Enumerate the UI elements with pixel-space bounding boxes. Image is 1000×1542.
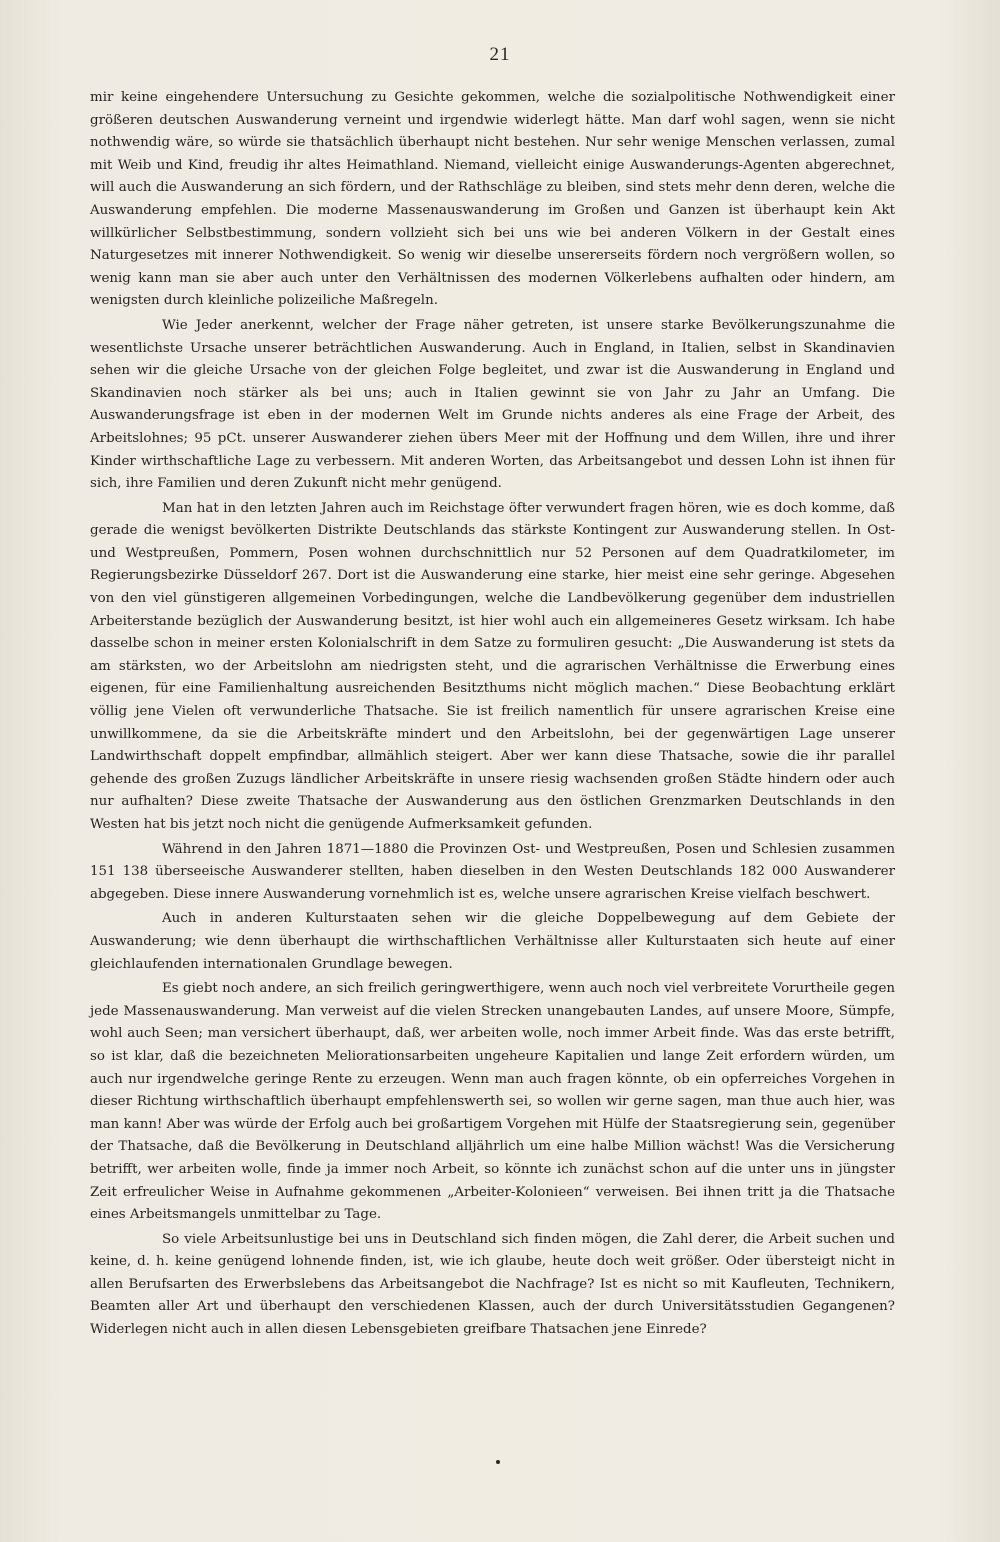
paragraph-6: Es giebt noch andere, an sich freilich geringwerthigere, wenn auch noch viel verbreitete Vorurtheile gegen jede Massenauswanderung. Man verweist auf die vielen Strecken unangebauten Landes, auf unsere Moore, Sümpfe, wohl auch Seen; man versichert überhaupt, daß, wer arbeiten wolle, noch immer Arbeit finde. Was das erste betrifft, so ist klar, daß die bezeichneten Meliorationsarbeiten ungeheure Kapitalien und lange Zeit erfordern würden, um auch nur irgendwelche geringe Rente zu erzeugen. Wenn man auch fragen könnte, ob ein opferreiches Vorgehen in dieser Richtung wirthschaftlich überhaupt empfehlenswerth sei, so wollen wir gerne sagen, man thue auch hier, was man kann! Aber was würde der Erfolg auch bei großartigem Vorgehen mit Hülfe der Staatsregierung sein, gegenüber der Thatsache, daß die Bevölkerung in Deutschland alljährlich um eine halbe Million wächst! Was die Versicherung betrifft, wer arbeiten wolle, finde ja immer noch Arbeit, so könnte ich zunächst schon auf die unter uns in jüngster Zeit erfreulicher Weise in Aufnahme gekommenen „Arbeiter-Kolonieen“ verweisen. Bei ihnen tritt ja die Thatsache eines Arbeitsmangels unmittelbar zu Tage.: [90, 981, 895, 1223]
paragraph-7: So viele Arbeitsunlustige bei uns in Deutschland sich finden mögen, die Zahl derer, die Arbeit suchen und keine, d. h. keine genügend lohnende finden, ist, wie ich glaube, heute doch weit größer. Oder übersteigt nicht in allen Berufsarten des Erwerbslebens das Arbeitsangebot die Nachfrage? Ist es nicht so mit Kaufleuten, Technikern, Beamten aller Art und überhaupt den verschiedenen Klassen, auch der durch Universitätsstudien Gegangenen? Widerlegen nicht auch in allen diesen Lebensgebieten greifbare Thatsachen jene Einrede?: [90, 1231, 895, 1338]
paragraph-2: Wie Jeder anerkennt, welcher der Frage näher getreten, ist unsere starke Bevölkerungszunahme die wesentlichste Ursache unserer beträchtlichen Auswanderung. Auch in England, in Italien, selbst in Skandinavien sehen wir die gleiche Ursache von der gleichen Folge begleitet, und zwar ist die Auswanderung in England und Skandinavien noch stärker als bei uns; auch in Italien gewinnt sie von Jahr zu Jahr an Umfang. Die Auswanderungsfrage ist eben in der modernen Welt im Grunde nichts anderes als eine Frage der Arbeit, des Arbeitslohnes; 95 pCt. unserer Auswanderer ziehen übers Meer mit der Hoffnung und dem Willen, ihre und ihrer Kinder wirthschaftliche Lage zu verbessern. Mit anderen Worten, das Arbeitsangebot und dessen Lohn ist ihnen für sich, ihre Familien und deren Zukunft nicht mehr genügend.: [90, 317, 895, 492]
print-dot-mark: [496, 1460, 500, 1464]
paragraph-4: Während in den Jahren 1871—1880 die Provinzen Ost- und Westpreußen, Posen und Schlesien zusammen 151 138 überseeische Auswanderer stellten, haben dieselben in den Westen Deutschlands 182 000 Auswanderer abgegeben. Diese innere Auswanderung vornehmlich ist es, welche unsere agrarischen Kreise vielfach beschwert.: [90, 841, 895, 902]
paragraph-5: Auch in anderen Kulturstaaten sehen wir die gleiche Doppelbewegung auf dem Gebiete der Auswanderung; wie denn überhaupt die wirthschaftlichen Verhältnisse aller Kulturstaaten sich heute auf einer gleichlaufenden internationalen Grundlage bewegen.: [90, 911, 895, 972]
paragraph-3: Man hat in den letzten Jahren auch im Reichstage öfter verwundert fragen hören, wie es doch komme, daß gerade die wenigst bevölkerten Distrikte Deutschlands das stärkste Kontingent zur Auswanderung stellen. In Ost- und Westpreußen, Pommern, Posen wohnen durchschnittlich nur 52 Personen auf dem Quadratkilometer, im Regierungsbezirke Düsseldorf 267. Dort ist die Auswanderung eine starke, hier meist eine sehr geringe. Abgesehen von den viel günstigeren allgemeinen Vorbedingungen, welche die Landbevölkerung gegenüber dem industriellen Arbeiterstande bezüglich der Auswanderung besitzt, ist hier wohl auch ein allgemeineres Gesetz wirksam. Ich habe dasselbe schon in meiner ersten Kolonialschrift in dem Satze zu formuliren gesucht: „Die Auswanderung ist stets da am stärksten, wo der Arbeitslohn am niedrigsten steht, und die agrarischen Verhältnisse die Erwerbung eines eigenen, für eine Familienhaltung ausreichenden Besitzthums nicht möglich machen.“ Diese Beobachtung erklärt völlig jene Vielen oft verwunderliche Thatsache. Sie ist freilich namentlich für unsere agrarischen Kreise eine unwillkommene, da sie die Arbeitskräfte mindert und den Arbeitslohn, bei der gegenwärtigen Lage unserer Landwirthschaft doppelt empfindbar, allmählich steigert. Aber wer kann diese Thatsache, sowie die ihr parallel gehende des großen Zuzugs ländlicher Arbeitskräfte in unsere riesig wachsenden großen Städte hindern oder auch nur aufhalten? Diese zweite Thatsache der Auswanderung aus den östlichen Grenzmarken Deutschlands in den Westen hat bis jetzt noch nicht die genügende Aufmerksamkeit gefunden.: [90, 500, 895, 832]
page-number: 21: [489, 44, 511, 65]
body-text: [90, 87, 895, 1344]
paragraph-1: mir keine eingehendere Untersuchung zu Gesichte gekommen, welche die sozialpolitische Nothwendigkeit einer größeren deutschen Auswanderung verneint und irgendwie widerlegt hätte. Man darf wohl sagen, wenn sie nicht nothwendig wäre, so würde sie thatsächlich überhaupt nicht bestehen. Nur sehr wenige Menschen verlassen, zumal mit Weib und Kind, freudig ihr altes Heimathland. Niemand, vielleicht einige Auswanderungs-Agenten abgerechnet, will auch die Auswanderung an sich fördern, und der Rathschläge zu bleiben, sind stets mehr denn deren, welche die Auswanderung empfehlen. Die moderne Massenauswanderung im Großen und Ganzen ist überhaupt kein Akt willkürlicher Selbstbestimmung, sondern vollzieht sich bei uns wie bei anderen Völkern in der Gestalt eines Naturgesetzes mit innerer Nothwendigkeit. So wenig wir dieselbe unsererseits fördern noch vergrößern wollen, so wenig kann man sie aber auch unter den Verhältnissen des modernen Völkerlebens aufhalten oder hindern, am wenigsten durch kleinliche polizeiliche Maßregeln.: [90, 90, 895, 309]
